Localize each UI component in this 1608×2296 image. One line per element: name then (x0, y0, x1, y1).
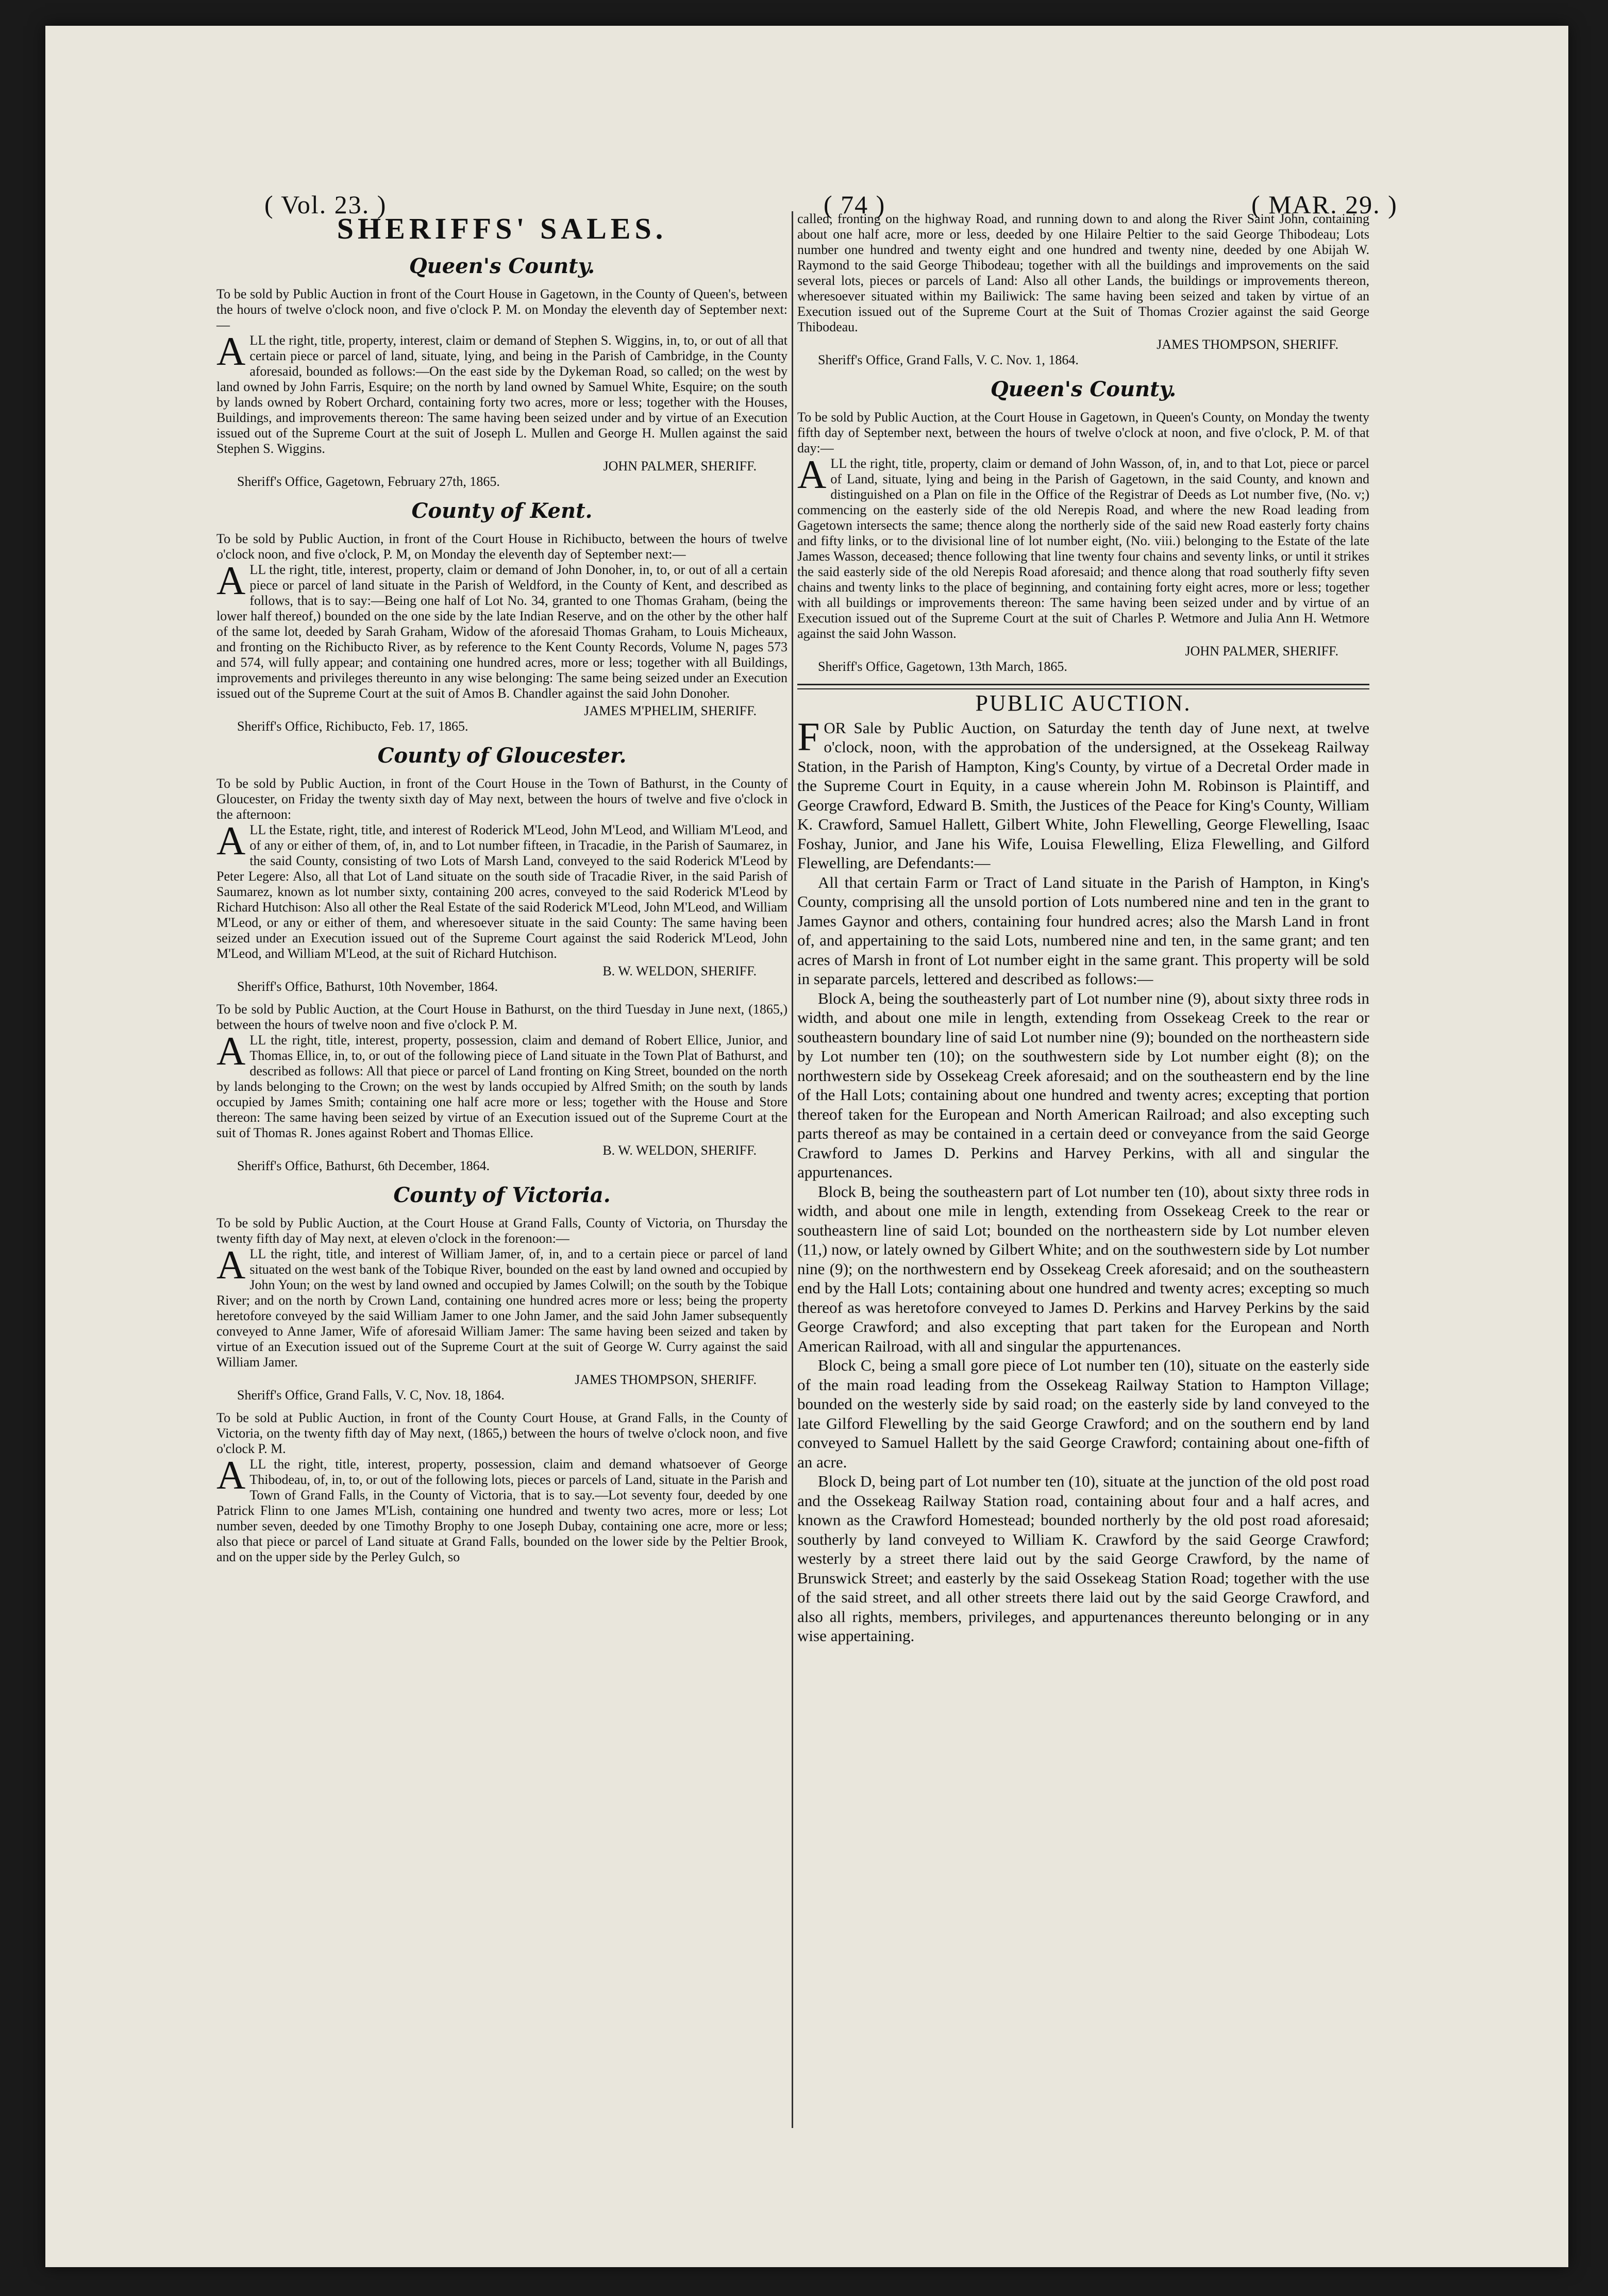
auction-paragraph: FOR Sale by Public Auction, on Saturday the tenth day of June next, at twelve o'clock, noon, with the approbation of the undersigned, at the Ossekeag Railway Station, in the Parish of Hampton, King's County, by virtue of a Decretal Order made in the Supreme Court in Equity, in a cause wherein John M. Robinson is Plaintiff, and George Crawford, Edward B. Smith, the Justices of the Peace for King's County, William K. Crawford, Samuel Hallett, Gilbert White, John Flewelling, George Flewelling, Isaac Foshay, Junior, and Jane his Wife, Louisa Flewelling, Eliza Flewelling, and Gilford Flewelling, are Defendants:— (797, 714, 1369, 872)
office-date: Sheriff's Office, Grand Falls, V. C, Nov. 18, 1864. (237, 1388, 505, 1403)
auction-paragraph: All that certain Farm or Tract of Land situate in the Parish of Hampton, in King's County, comprising all the unsold portion of Lots numbered nine and ten in the grant to James Gaynor and others, containing four hundred acres; also the Marsh Land in front of, and appertaining to the said Lots, numbered nine and ten, in the same grant; and ten acres of Marsh in front of Lot number eight in the same grant. This property will be sold in separate parcels, lettered and described as follows:— (797, 873, 1369, 988)
notice-body: ALL the right, title, interest, property, claim or demand of John Donoher, in, to, or out of all a certain piece or parcel of land situate in the Parish of Weldford, in the County of Kent, and described as follows, that is to say:—Being one half of Lot No. 34, granted to one Thomas Graham, (being the lower half thereof,) bounded on the one side by the late Indian Reserve, and on the other by the other half of the same lot, deeded by Sarah Graham, Widow of the aforesaid Thomas Graham, to Louis Micheaux, and fronting on the Richibucto River, as by reference to the Kent County Records, Volume N, pages 573 and 574, will fully appear; and containing one hundred acres, more or less; together with all Buildings, improvements and privileges thereunto in any wise belonging: The same being seized under an Execution issued out of the Supreme Court at the suit of Amos B. Chandler against the said John Donoher. (216, 558, 788, 701)
notice-intro: To be sold by Public Auction, in front of the Court House in the Town of Bathurst, in the County of Gloucester, on Friday the twenty sixth day of May next, between the hours of twelve and five o'clock in the afternoon: (216, 776, 788, 822)
public-auction-notice (797, 690, 1369, 1646)
queens-county-notice (216, 254, 788, 489)
sheriff-signature: JOHN PALMER, SHERIFF. (1185, 644, 1338, 659)
section-heading: Queen's County. (990, 377, 1177, 401)
sheriff-signature: B. W. WELDON, SHERIFF. (602, 964, 757, 978)
victoria-notice-continued (797, 211, 1369, 368)
office-date: Sheriff's Office, Bathurst, 10th November, 1864. (237, 979, 498, 994)
block-d-paragraph: Block D, being part of Lot number ten (10), situate at the junction of the old post road and the Ossekeag Railway Station road, containing about four and a half acres, and known as the Crawford Homestead; bounded northerly by the old post road aforesaid; southerly by land conveyed to William K. Crawford by the said George Crawford; westerly by a street there laid out by the said George Crawford, by the name of Brunswick Street; and easterly by the said Ossekeag Station Road; together with the use of the said street, and all other streets there laid out by the said George Crawford, and also all rights, members, privileges, and appurtenances thereunto belonging or in any wise appertaining. (797, 1472, 1369, 1645)
notice-intro: To be sold by Public Auction in front of the Court House in Gagetown, in the County of Queen's, between the hours of twelve o'clock noon, and five o'clock P. M. on Monday the eleventh day of September next:— (216, 286, 788, 332)
notice-body: ALL the right, title, interest, property, possession, claim and demand of Robert Ellice, Junior, and Thomas Ellice, in, to, or out of the following piece of Land situate in the Town Plat of Bathurst, and described as follows: All that piece or parcel of Land fronting on King Street, bounded on the north by lands belonging to the Crown; on the west by lands occupied by Alfred Smith; on the south by lands occupied by James Smith; containing one half acre more or less; together with the House and Store thereon: The same having been seized by virtue of an Execution issued out of the Supreme Court at the suit of Thomas R. Jones against Robert and Thomas Ellice. (216, 1028, 788, 1140)
volume-number: ( Vol. 23. ) (264, 190, 387, 219)
section-rule (797, 684, 1369, 689)
queens-county-notice-2 (797, 377, 1369, 674)
office-date: Sheriff's Office, Gagetown, 13th March, 1865. (818, 659, 1067, 674)
page-title: SHERIFFS' SALES. (337, 212, 667, 245)
block-c-paragraph: Block C, being a small gore piece of Lot number ten (10), situate on the easterly side of the main road leading from the Ossekeag Railway Station to Hampton Village; bounded on the westerly side by said road; on the easterly side by land conveyed to the late Gilford Flewelling by the said George Crawford; and on the southern end by land conveyed to Samuel Hallett by the said George Crawford; containing about one-fifth of an acre. (797, 1356, 1369, 1471)
notice-intro: To be sold by Public Auction, at the Court House in Gagetown, in Queen's County, on Monday the twenty fifth day of September next, between the hours of twelve o'clock at noon, and five o'clock, P. M. of that day:— (797, 410, 1369, 455)
sheriff-signature: JOHN PALMER, SHERIFF. (603, 459, 757, 474)
section-heading: County of Kent. (411, 499, 593, 523)
column-divider (792, 211, 793, 2128)
notice-body: ALL the right, title, property, interest, claim or demand of Stephen S. Wiggins, in, to, or out of all that certain piece or parcel of land, situate, lying, and being in the Parish of Cambridge, in the County aforesaid, bounded as follows:—On the east side by the Dykeman Road, so called; on the west by land owned by John Farris, Esquire; on the north by land owned by Samuel White, Esquire; on the south by lands owned by Robert Orchard, containing forty two acres, more or less; together with the Houses, Buildings, and improvements thereon: The same having been seized under and by virtue of an Execution issued out of the Supreme Court at the suit of Joseph L. Mullen and George H. Mullen against the said Stephen S. Wiggins. (216, 329, 788, 456)
victoria-county-notice (216, 1183, 788, 1565)
section-heading: PUBLIC AUCTION. (975, 690, 1192, 716)
notice-intro: To be sold at Public Auction, in front of the County Court House, at Grand Falls, in the County of Victoria, on the twenty fifth day of May next, (1865,) between the hours of twelve o'clock noon, and five o'clock P. M. (216, 1410, 788, 1456)
notice-intro: To be sold by Public Auction, at the Court House in Bathurst, on the third Tuesday in June next, (1865,) between the hours of twelve noon and five o'clock P. M. (216, 1002, 788, 1032)
sheriff-signature: JAMES THOMPSON, SHERIFF. (575, 1372, 757, 1387)
issue-date: ( MAR. 29. ) (1251, 190, 1398, 219)
notice-intro: To be sold by Public Auction, at the Court House at Grand Falls, County of Victoria, on Thursday the twenty fifth day of May next, at eleven o'clock in the forenoon:— (216, 1215, 788, 1246)
gloucester-county-notice (216, 744, 788, 1174)
office-date: Sheriff's Office, Richibucto, Feb. 17, 1865. (237, 719, 468, 734)
right-column (797, 211, 1369, 1646)
block-b-paragraph: Block B, being the southeastern part of Lot number ten (10), about sixty three rods in width, and about one mile in length, extending from Ossekeag Creek to the rear or southeastern line of said Lot; bounded on the northeastern side by Lot number eleven (11,) now, or lately owned by Gilbert White; and on the southwestern side by Lot number nine (9); on the northwestern end by Ossekeag Creek aforesaid; and on the southeastern end by the Hall Lots; containing about one hundred and twenty acres; excepting so much thereof as was heretofore conveyed to James D. Perkins and Harvey Perkins by the said George Crawford; and also excepting that part taken for the European and North American Railroad, with all and singular the appurtenances. (797, 1182, 1369, 1355)
office-date: Sheriff's Office, Grand Falls, V. C. Nov. 1, 1864. (818, 352, 1079, 367)
page-number: ( 74 ) (824, 190, 886, 219)
notice-body: ALL the right, title, and interest of William Jamer, of, in, and to a certain piece or parcel of land situated on the west bank of the Tobique River, bounded on the east by land owned and occupied by John Youn; on the west by land owned and occupied by James Colwill; on the south by the Tobique River; and on the north by Crown Land, containing one hundred acres more or less; being the property heretofore conveyed by the said William Jamer to one John Jamer, and the said John Jamer subsequently conveyed to Anne Jamer, Wife of aforesaid William Jamer: The same having been seized and taken by virtue of an Execution issued out of the Supreme Court at the suit of George W. Curry against the said William Jamer. (216, 1242, 788, 1370)
notice-body: called, fronting on the highway Road, and running down to and along the River Saint John, containing about one half acre, more or less, deeded by one Hilaire Peltier to the said George Thibodeau; Lots number one hundred and twenty eight and one hundred and twenty nine, deeded by one Abijah W. Raymond to the said George Thibodeau; together with all the buildings and improvements on the said several lots, pieces or parcels of Land: Also all other Lands, the buildings or improvements thereon, wheresoever situated within my Bailiwick: The same having been seized and taken by virtue of an Execution issued out of the Supreme Court at the Suit of Thomas Crozier against the said George Thibodeau. (797, 211, 1369, 334)
section-heading: County of Victoria. (393, 1183, 611, 1207)
block-a-paragraph: Block A, being the southeasterly part of Lot number nine (9), about sixty three rods in width, and about one mile in length, extending from Ossekeag Creek to the rear or southeastern boundary line of said Lot number nine (9); bounded on the northeastern side by Lot number ten (10); on the southwestern side by Lot number eight (8); on the northwestern side by Ossekeag Creek aforesaid; and on the southeastern end by the line of the Hall Lots; containing about one hundred and twenty acres; excepting that portion thereof taken for the European and North American Railroad; and also excepting such parts thereof as may be contained in a certain deed or conveyance from the said George Crawford to James D. Perkins and Harvey Perkins, with all and singular the appurtenances. (797, 989, 1369, 1181)
kent-county-notice (216, 499, 788, 734)
left-column (216, 211, 788, 1574)
section-heading: Queen's County. (409, 254, 595, 278)
notice-body: ALL the right, title, property, claim or demand of John Wasson, of, in, and to that Lot, piece or parcel of Land, situate, lying and being in the Parish of Gagetown, in the said County, and known and distinguished on a Plan on file in the Office of the Registrar of Deeds as Lot number five, (No. v;) commencing on the easterly side of the old Nerepis Road, and where the new Road leading from Gagetown intersects the same; thence along the northerly side of the said new Road easterly forty chains and fifty links, or to the divisional line of lot number eight, (No. viii.) belonging to the Estate of the late James Wasson, deceased; thence following that line twenty four chains and seventy links, or until it strikes the said easterly side of the old Nerepis Road aforesaid; and thence along that road southerly fifty seven chains and twenty links to the place of beginning, and containing forty eight acres, more or less; together with all buildings or improvements thereon: The same having been seized under and by virtue of an Execution issued out of the Supreme Court at the suit of Charles P. Wetmore and Julia Ann H. Wetmore against the said John Wasson. (797, 452, 1369, 641)
sheriff-signature: B. W. WELDON, SHERIFF. (602, 1143, 757, 1158)
sheriff-signature: JAMES M'PHELIM, SHERIFF. (584, 703, 757, 718)
notice-body: ALL the right, title, interest, property, possession, claim and demand whatsoever of George Thibodeau, of, in, to, or out of the following lots, pieces or parcels of Land, situate in the Parish and Town of Grand Falls, in the County of Victoria, that is to say.—Lot seventy four, deeded by one Patrick Flinn to one James M'Lish, containing one hundred and twenty two acres, more or less; Lot number seven, deeded by one Timothy Brophy to one Joseph Dubay, containing one acre, more or less; also that piece or parcel of Land situate at Grand Falls, bounded on the lower side by the Peltier Brook, and on the upper side by the Perley Gulch, so (216, 1453, 788, 1564)
notice-intro: To be sold by Public Auction, in front of the Court House in Richibucto, between the hours of twelve o'clock noon, and five o'clock, P. M, on Monday the eleventh day of September next:— (216, 531, 788, 562)
office-date: Sheriff's Office, Bathurst, 6th December, 1864. (237, 1158, 490, 1173)
notice-body: ALL the Estate, right, title, and interest of Roderick M'Leod, John M'Leod, and William M'Leod, and of any or either of them, of, in, and to Lot number fifteen, in Tracadie, in the Parish of Saumarez, in the said County, consisting of two Lots of Marsh Land, conveyed to the said Roderick M'Leod by Peter Legere: Also, all that Lot of Land situate on the south side of Tracadie River, in the said Parish of Saumarez, known as lot number sixty, containing 200 acres, conveyed to the said Roderick M'Leod by Richard Hutchison: Also all other the Real Estate of the said Roderick M'Leod, John M'Leod, and William M'Leod, or any or either of them, and wheresoever situate in the said County: The same having been seized under an Execution issued out of the Supreme Court against the said Roderick M'Leod, John M'Leod, and William M'Leod, at the suit of Richard Hutchison. (216, 818, 788, 961)
sheriff-signature: JAMES THOMPSON, SHERIFF. (1157, 337, 1338, 352)
office-date: Sheriff's Office, Gagetown, February 27th, 1865. (237, 474, 500, 489)
section-heading: County of Gloucester. (377, 744, 627, 768)
